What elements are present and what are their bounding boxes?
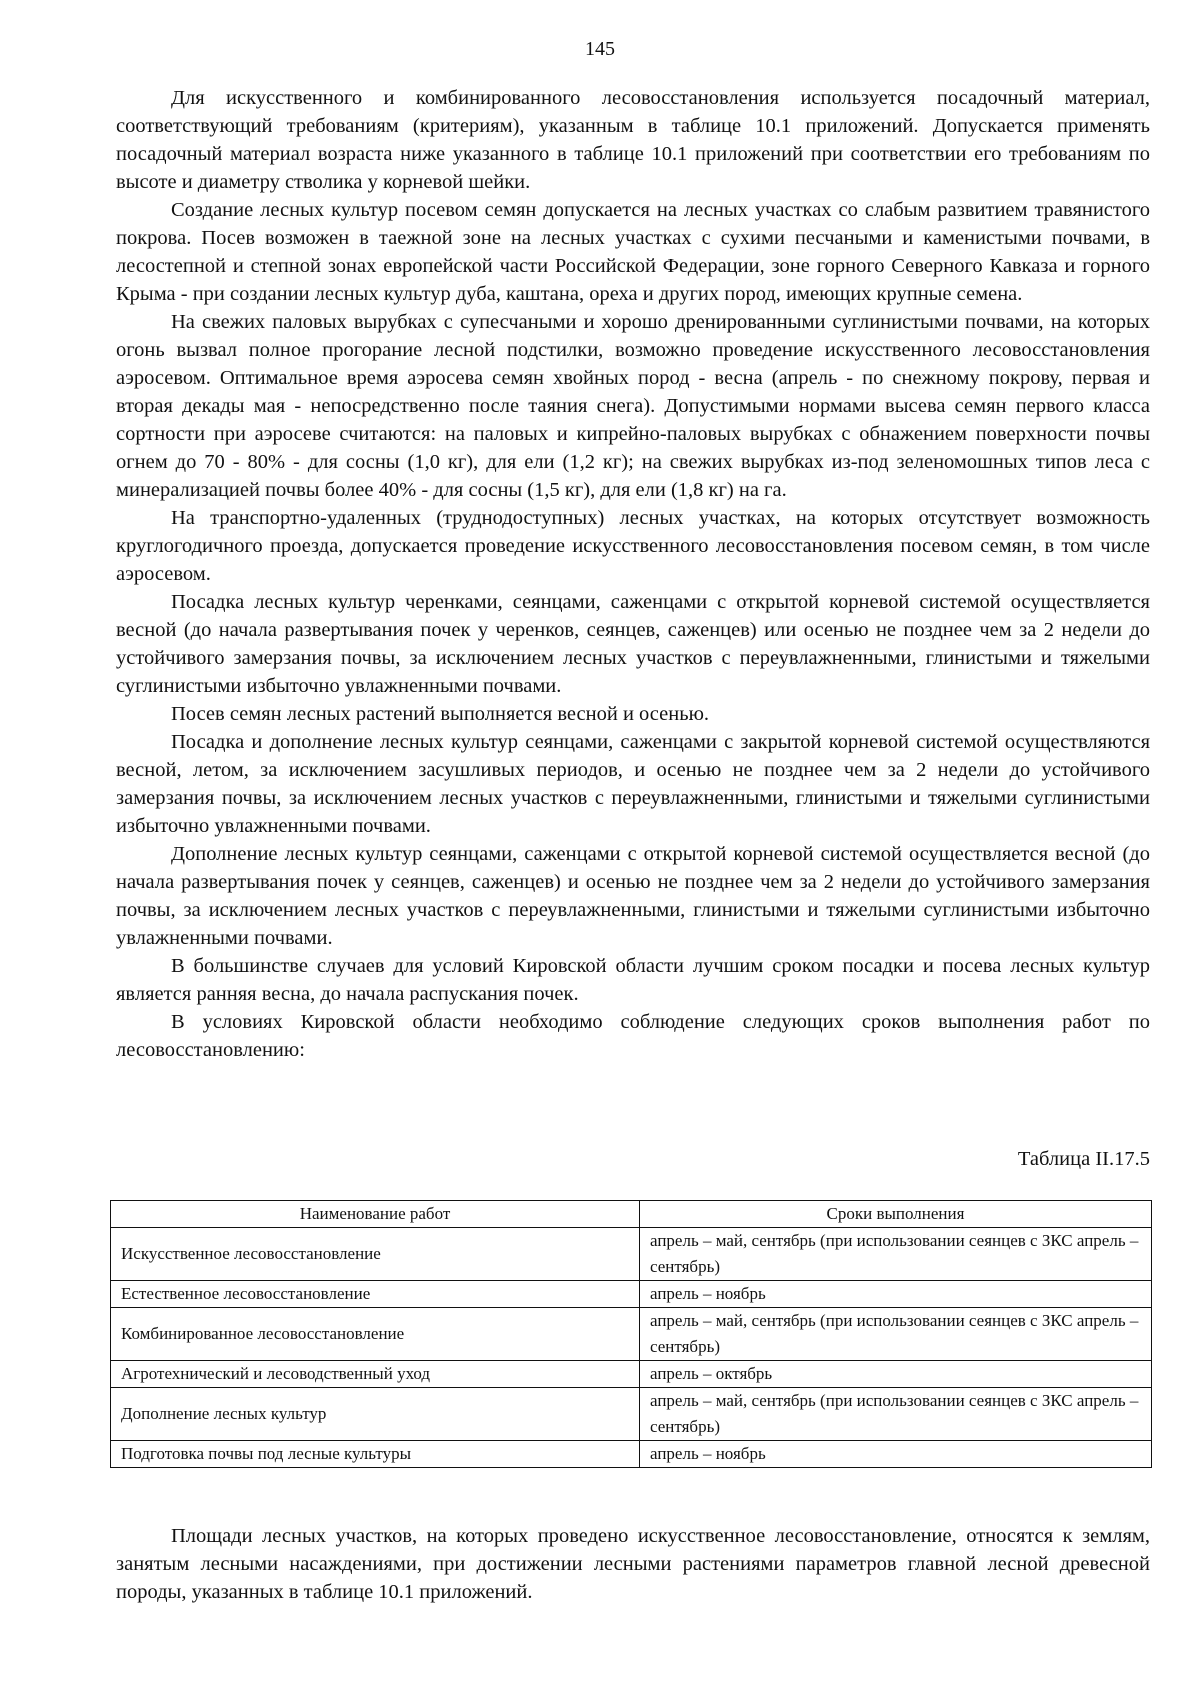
header-deadlines: Сроки выполнения <box>640 1201 1152 1228</box>
page-number: 145 <box>585 38 615 60</box>
work-schedule-table <box>110 1200 1152 1468</box>
paragraph: В большинстве случаев для условий Кировской области лучшим сроком посадки и посева лесных культур является ранняя весна, до начала распускания почек. <box>116 955 1150 1005</box>
work-name-cell: Подготовка почвы под лесные культуры <box>111 1441 640 1468</box>
table-row <box>111 1308 1152 1361</box>
deadline-cell: апрель – май, сентябрь (при использовании сеянцев с ЗКС апрель – сентябрь) <box>640 1388 1152 1441</box>
deadline-cell: апрель – май, сентябрь (при использовании сеянцев с ЗКС апрель – сентябрь) <box>640 1308 1152 1361</box>
table-row <box>111 1441 1152 1468</box>
closing-text <box>116 1522 1150 1606</box>
work-name-cell: Комбинированное лесовосстановление <box>111 1308 640 1361</box>
paragraph: Дополнение лесных культур сеянцами, саженцами с открытой корневой системой осуществляется весной (до начала развертывания почек у сеянцев, саженцев) и осенью не позднее чем за 2 недели до устойчивого замерзания почвы, за исключением лесных участков с переувлажненными, глинистыми и тяжелыми суглинистыми избыточно увлажненными почвами. <box>116 843 1150 949</box>
table-row <box>111 1388 1152 1441</box>
table-row <box>111 1228 1152 1281</box>
table-header-row <box>111 1201 1152 1228</box>
table-row <box>111 1281 1152 1308</box>
deadline-cell: апрель – октябрь <box>640 1361 1152 1388</box>
work-name-cell: Агротехнический и лесоводственный уход <box>111 1361 640 1388</box>
table-caption: Таблица II.17.5 <box>1017 1148 1150 1170</box>
paragraph: На транспортно-удаленных (труднодоступных) лесных участках, на которых отсутствует возможность круглогодичного проезда, допускается проведение искусственного лесовосстановления посевом семян, в том числе аэросевом. <box>116 507 1150 585</box>
deadline-cell: апрель – ноябрь <box>640 1281 1152 1308</box>
header-work-name: Наименование работ <box>111 1201 640 1228</box>
work-name-cell: Искусственное лесовосстановление <box>111 1228 640 1281</box>
closing-paragraph: Площади лесных участков, на которых проведено искусственное лесовосстановление, относятся к землям, занятым лесными насаждениями, при достижении лесными растениями параметров главной лесной древесной породы, указанных в таблице 10.1 приложений. <box>116 1525 1150 1603</box>
deadline-cell: апрель – май, сентябрь (при использовании сеянцев с ЗКС апрель – сентябрь) <box>640 1228 1152 1281</box>
paragraph: Посадка лесных культур черенками, сеянцами, саженцами с открытой корневой системой осуществляется весной (до начала развертывания почек у черенков, сеянцев, саженцев) или осенью не позднее чем за 2 недели до устойчивого замерзания почвы, за исключением лесных участков с переувлажненными, глинистыми и тяжелыми суглинистыми избыточно увлажненными почвами. <box>116 591 1150 697</box>
paragraph: Посадка и дополнение лесных культур сеянцами, саженцами с закрытой корневой системой осуществляются весной, летом, за исключением засушливых периодов, и осенью не позднее чем за 2 недели до устойчивого замерзания почвы, за исключением лесных участков с переувлажненными, глинистыми и тяжелыми суглинистыми избыточно увлажненными почвами. <box>116 731 1150 837</box>
work-name-cell: Естественное лесовосстановление <box>111 1281 640 1308</box>
deadline-cell: апрель – ноябрь <box>640 1441 1152 1468</box>
paragraph: Для искусственного и комбинированного лесовосстановления используется посадочный материал, соответствующий требованиям (критериям), указанным в таблице 10.1 приложений. Допускается применять посадочный материал возраста ниже указанного в таблице 10.1 приложений при соответствии его требованиям по высоте и диаметру стволика у корневой шейки. <box>116 87 1150 193</box>
body-text <box>116 84 1150 1064</box>
work-name-cell: Дополнение лесных культур <box>111 1388 640 1441</box>
paragraph: Создание лесных культур посевом семян допускается на лесных участках со слабым развитием травянистого покрова. Посев возможен в таежной зоне на лесных участках с сухими песчаными и каменистыми почвами, в лесостепной и степной зонах европейской части Российской Федерации, зоне горного Северного Кавказа и горного Крыма - при создании лесных культур дуба, каштана, ореха и других пород, имеющих крупные семена. <box>116 199 1150 305</box>
paragraph: На свежих паловых вырубках с супесчаными и хорошо дренированными суглинистыми почвами, на которых огонь вызвал полное прогорание лесной подстилки, возможно проведение искусственного лесовосстановления аэросевом. Оптимальное время аэросева семян хвойных пород - весна (апрель - по снежному покрову, первая и вторая декады мая - непосредственно после таяния снега). Допустимыми нормами высева семян первого класса сортности при аэросеве считаются: на паловых и кипрейно-паловых вырубках с обнажением поверхности почвы огнем до 70 - 80% - для сосны (1,0 кг), для ели (1,2 кг); на свежих вырубках из-под зеленомошных типов леса с минерализацией почвы более 40% - для сосны (1,5 кг), для ели (1,8 кг) на га. <box>116 311 1150 501</box>
paragraph: Посев семян лесных растений выполняется весной и осенью. <box>171 703 710 725</box>
paragraph: В условиях Кировской области необходимо соблюдение следующих сроков выполнения работ по лесовосстановлению: <box>116 1011 1150 1061</box>
table-row <box>111 1361 1152 1388</box>
